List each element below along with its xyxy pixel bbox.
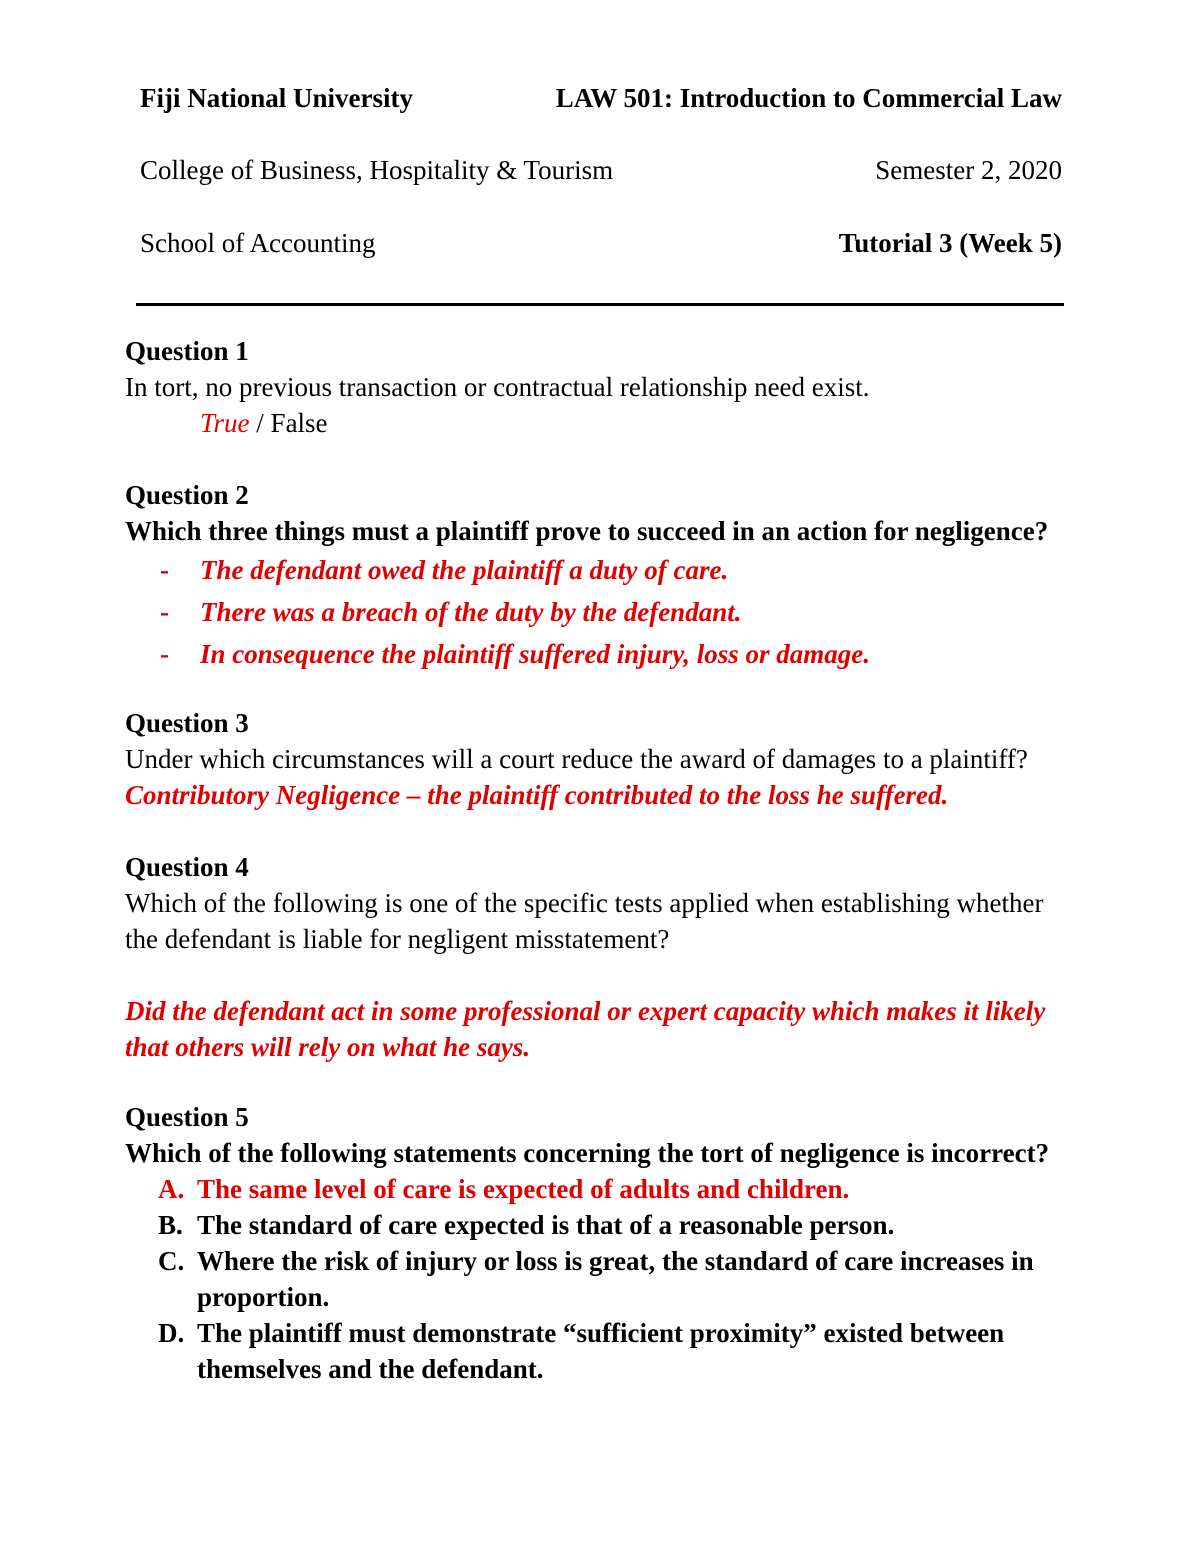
question-3-title: Question 3	[125, 708, 249, 738]
option-text: The same level of care is expected of adults and children.	[197, 1174, 850, 1204]
question-4-title: Question 4	[125, 852, 249, 882]
dash-bullet: -	[160, 597, 169, 627]
answer-text: There was a breach of the duty by the defendant.	[200, 597, 742, 627]
question-1-title: Question 1	[125, 336, 249, 366]
option-letter: D.	[158, 1318, 185, 1348]
semester-label: Semester 2, 2020	[875, 155, 1062, 185]
spacer	[125, 1065, 1065, 1099]
spacer	[125, 441, 1065, 477]
option-b	[125, 1207, 1065, 1243]
option-text: The plaintiff must demonstrate “sufficient proximity” existed between themselves and the defendant.	[197, 1318, 1005, 1384]
question-2-title: Question 2	[125, 480, 249, 510]
false-option: False	[270, 408, 328, 438]
question-4-answer: Did the defendant act in some professional or expert capacity which makes it likely that others will rely on what he says.	[125, 996, 1046, 1062]
question-5-options	[125, 1171, 1065, 1387]
option-d	[125, 1315, 1065, 1387]
option-text: The standard of care expected is that of a reasonable person.	[197, 1210, 895, 1240]
college-name: College of Business, Hospitality & Tourism	[140, 155, 614, 185]
tf-separator: /	[249, 408, 271, 438]
question-4-text: Which of the following is one of the specific tests applied when establishing whether the defendant is liable for negligent misstatement?	[125, 888, 1044, 954]
question-5-text: Which of the following statements concerning the tort of negligence is incorrect?	[125, 1138, 1050, 1168]
header-row-1	[140, 82, 1062, 114]
spacer	[125, 675, 1065, 705]
dash-bullet: -	[160, 639, 169, 669]
question-1-true-false	[200, 405, 1065, 441]
header-row-3	[140, 227, 1062, 259]
question-5-title: Question 5	[125, 1102, 249, 1132]
question-3-text: Under which circumstances will a court reduce the award of damages to a plaintiff?	[125, 744, 1028, 774]
tutorial-label: Tutorial 3 (Week 5)	[838, 228, 1062, 258]
list-item	[125, 591, 1065, 633]
questions-body	[125, 333, 1065, 1387]
answer-text: The defendant owed the plaintiff a duty of care.	[200, 555, 729, 585]
course-title: LAW 501: Introduction to Commercial Law	[555, 83, 1062, 113]
question-3-answer: Contributory Negligence – the plaintiff contributed to the loss he suffered.	[125, 780, 949, 810]
dash-bullet: -	[160, 555, 169, 585]
question-1-text: In tort, no previous transaction or contractual relationship need exist.	[125, 372, 870, 402]
list-item	[125, 549, 1065, 591]
spacer	[125, 813, 1065, 849]
option-a	[125, 1171, 1065, 1207]
university-name: Fiji National University	[140, 83, 413, 113]
option-letter: B.	[158, 1210, 183, 1240]
school-name: School of Accounting	[140, 228, 376, 258]
answer-text: In consequence the plaintiff suffered injury, loss or damage.	[200, 639, 871, 669]
option-c	[125, 1243, 1065, 1315]
option-letter: A.	[158, 1174, 185, 1204]
header-row-2	[140, 154, 1062, 186]
option-text: Where the risk of injury or loss is great, the standard of care increases in proportion.	[197, 1246, 1034, 1312]
list-item	[125, 633, 1065, 675]
true-answer: True	[200, 408, 250, 438]
spacer	[125, 957, 1065, 993]
question-2-text: Which three things must a plaintiff prove to succeed in an action for negligence?	[125, 516, 1049, 546]
option-letter: C.	[158, 1246, 185, 1276]
question-2-answers	[125, 549, 1065, 675]
header-divider	[136, 303, 1064, 306]
